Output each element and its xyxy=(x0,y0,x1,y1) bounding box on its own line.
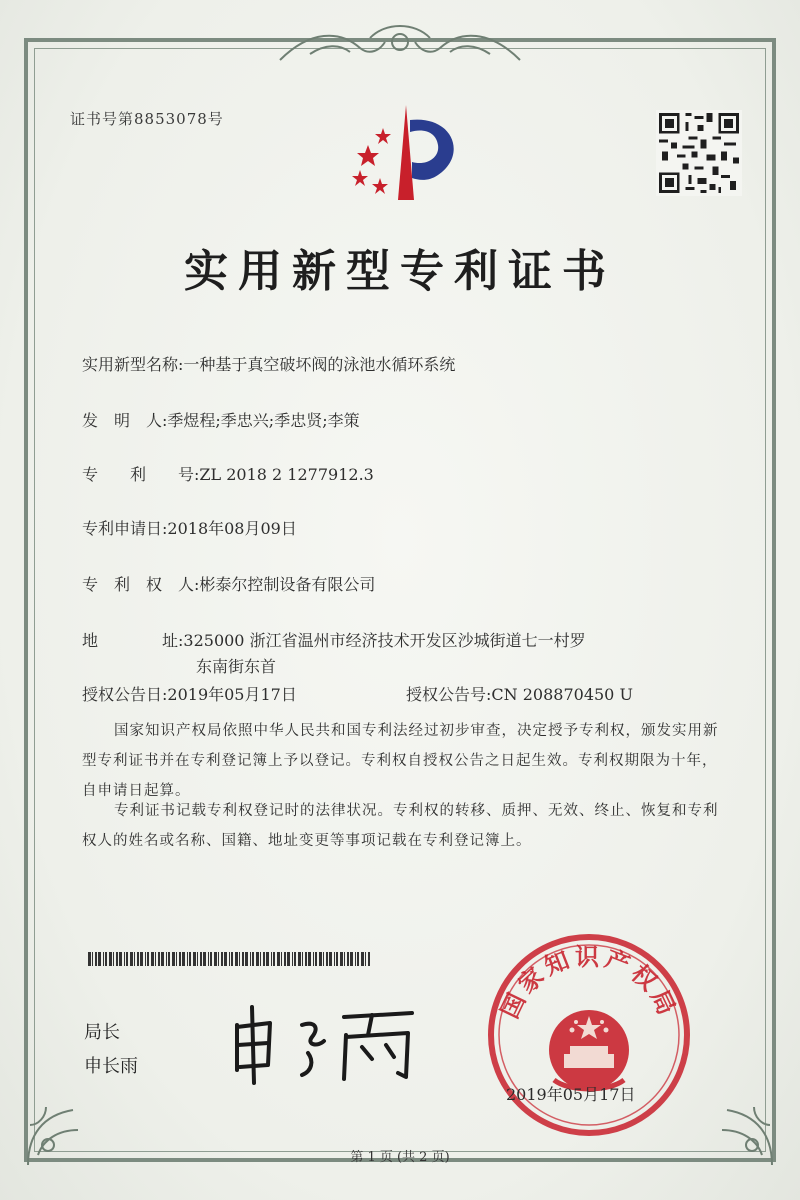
grant-announcement-date-value: 2019年05月17日 xyxy=(167,685,297,704)
address-value-line1: 325000 浙江省温州市经济技术开发区沙城街道七一村罗 xyxy=(183,631,586,650)
handwritten-signature xyxy=(222,995,422,1085)
official-seal xyxy=(484,930,694,1140)
patentee-label: 专 利 权 人: xyxy=(82,575,200,594)
address-value-line2: 东南街东首 xyxy=(196,657,277,676)
patent-number-label: 专 利 号: xyxy=(82,465,200,484)
address-label: 地 址: xyxy=(82,631,184,650)
qr-code-icon xyxy=(656,110,742,196)
inventor-row xyxy=(82,408,360,431)
legal-paragraph-1: 国家知识产权局依照中华人民共和国专利法经过初步审查，决定授予专利权，颁发实用新型专利证书并在专利登记簿上予以登记。专利权自授权公告之日起生效。专利权期限为十年，自申请日起算。 xyxy=(82,723,719,799)
utility-model-name-row xyxy=(82,352,455,375)
utility-model-name-label: 实用新型名称: xyxy=(82,355,184,374)
certificate-number: 证书号第8853078号 xyxy=(70,110,224,128)
seal-text: 国家知识产权局 xyxy=(495,943,683,1023)
application-date-row xyxy=(82,516,297,539)
grant-announcement-number-label: 授权公告号: xyxy=(406,685,492,704)
inventor-label: 发 明 人: xyxy=(82,411,168,430)
patent-number-value: ZL 2018 2 1277912.3 xyxy=(199,465,374,484)
national-emblem-icon xyxy=(549,1010,629,1090)
utility-model-name-value: 一种基于真空破坏阀的泳池水循环系统 xyxy=(183,355,456,374)
patentee-value: 彬泰尔控制设备有限公司 xyxy=(199,575,376,594)
grant-announcement-number-row xyxy=(406,682,633,705)
grant-announcement-number-value: CN 208870450 U xyxy=(491,685,633,704)
bureau-chief-name: 申长雨 xyxy=(84,1056,138,1077)
legal-paragraph-2: 专利证书记载专利权登记时的法律状况。专利权的转移、质押、无效、终止、恢复和专利权人的姓名或名称、国籍、地址变更等事项记载在专利登记簿上。 xyxy=(82,803,719,849)
application-date-label: 专利申请日: xyxy=(82,519,168,538)
bureau-chief-title: 局长 xyxy=(84,1022,120,1043)
barcode-icon xyxy=(88,952,373,966)
address-row xyxy=(82,628,586,651)
patent-number-row xyxy=(82,462,374,485)
cnipa-logo-icon xyxy=(338,100,468,210)
grant-announcement-date-label: 授权公告日: xyxy=(82,685,168,704)
page-indicator: 第 1 页 (共 2 页) xyxy=(350,1150,450,1165)
top-ornament xyxy=(270,20,530,70)
certificate-title: 实用新型专利证书 xyxy=(184,246,616,297)
patentee-row xyxy=(82,572,375,595)
seal-date: 2019年05月17日 xyxy=(506,1085,636,1104)
inventor-value: 季煜程;季忠兴;季忠贤;李策 xyxy=(167,411,360,430)
grant-announcement-date-row xyxy=(82,682,297,705)
application-date-value: 2018年08月09日 xyxy=(167,519,297,538)
